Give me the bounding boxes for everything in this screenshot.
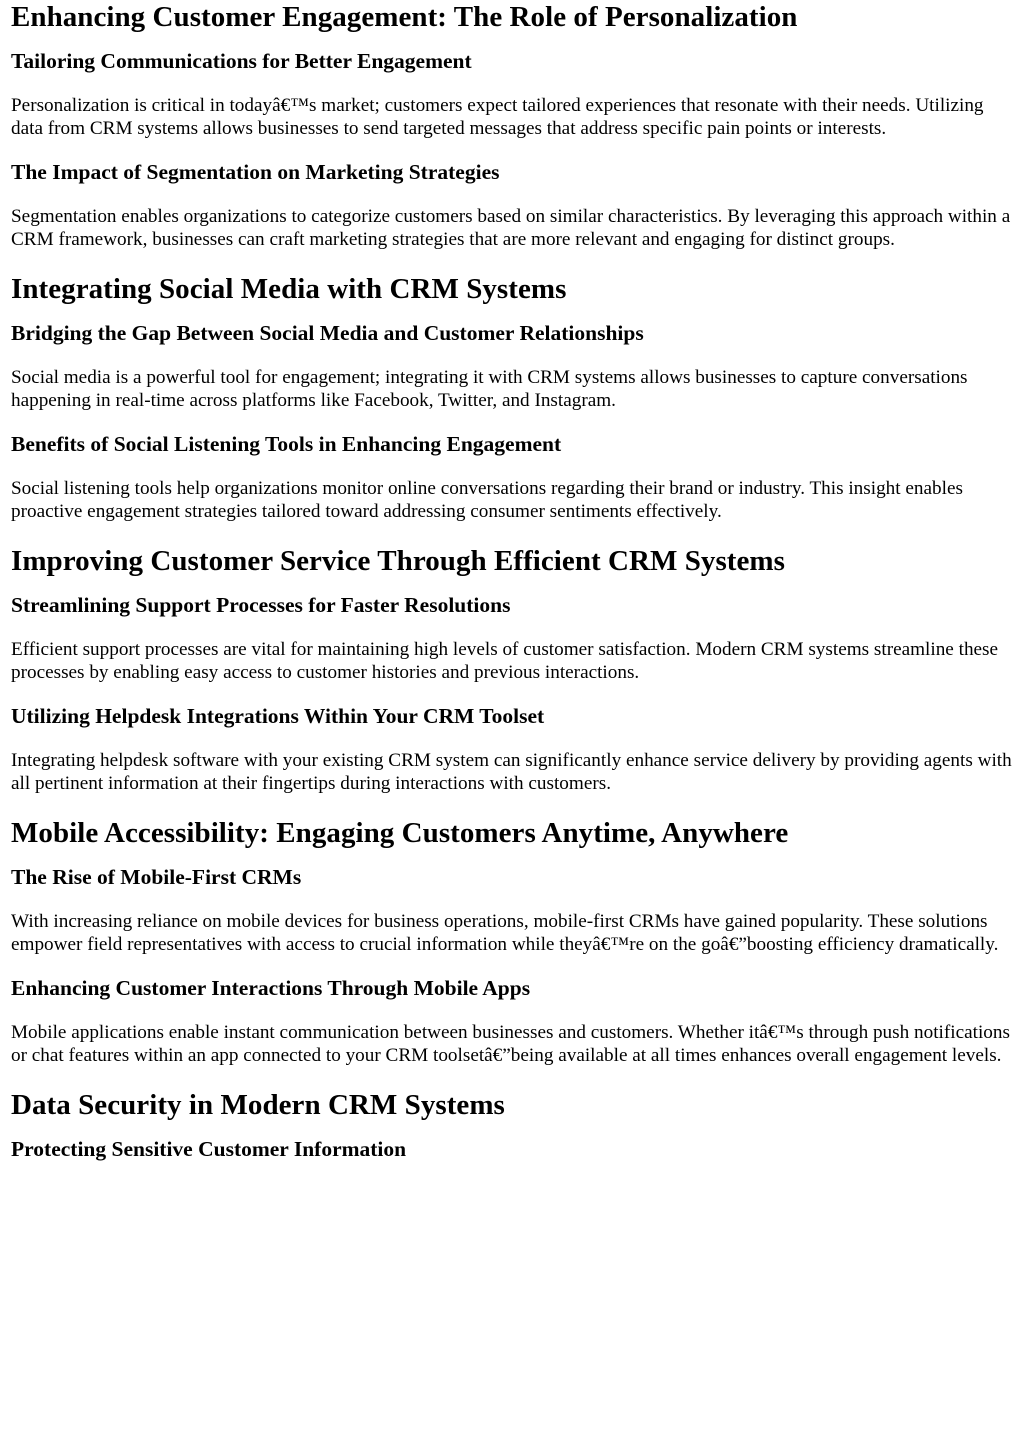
subsection-heading: Protecting Sensitive Customer Information — [11, 1137, 407, 1161]
paragraph: Efficient support processes are vital for maintaining high levels of customer satisfaction. Modern CRM systems streamline these processes by enabling easy access to customer histories and previous interactions. — [11, 639, 999, 683]
section-mobile-accessibility — [11, 816, 1013, 1067]
section-heading: Data Security in Modern CRM Systems — [11, 1089, 505, 1121]
paragraph: Social listening tools help organizations monitor online conversations regarding their brand or industry. This insight enables proactive engagement strategies tailored toward addressing consumer sentiments effectively. — [11, 478, 963, 522]
section-data-security — [11, 1088, 1013, 1162]
paragraph: Personalization is critical in todayâ€™s market; customers expect tailored experiences that resonate with their needs. Utilizing data from CRM systems allows businesses to send targeted messages that address specific pain points or interests. — [11, 95, 984, 139]
subsection-heading: Tailoring Communications for Better Engagement — [11, 49, 472, 73]
section-heading: Improving Customer Service Through Efficient CRM Systems — [11, 545, 785, 577]
subsection-heading: Streamlining Support Processes for Faster Resolutions — [11, 593, 511, 617]
paragraph: Segmentation enables organizations to categorize customers based on similar characteristics. By leveraging this approach within a CRM framework, businesses can craft marketing strategies that are more relevant and engaging for distinct groups. — [11, 206, 1011, 250]
subsection-heading: Benefits of Social Listening Tools in Enhancing Engagement — [11, 432, 562, 456]
section-heading: Enhancing Customer Engagement: The Role of Personalization — [11, 1, 798, 33]
subsection-heading: Bridging the Gap Between Social Media and Customer Relationships — [11, 321, 644, 345]
section-social-media — [11, 272, 1013, 523]
subsection-heading: The Impact of Segmentation on Marketing Strategies — [11, 160, 500, 184]
subsection-heading: The Rise of Mobile-First CRMs — [11, 865, 302, 889]
section-personalization — [11, 0, 1013, 251]
subsection-heading: Enhancing Customer Interactions Through Mobile Apps — [11, 976, 531, 1000]
paragraph: Mobile applications enable instant communication between businesses and customers. Whether itâ€™s through push notifications or chat features within an app connected to your CRM toolsetâ€”being available at all times enhances overall engagement levels. — [11, 1022, 1010, 1066]
paragraph: Social media is a powerful tool for engagement; integrating it with CRM systems allows businesses to capture conversations happening in real-time across platforms like Facebook, Twitter, and Instagram. — [11, 367, 968, 411]
paragraph: Integrating helpdesk software with your existing CRM system can significantly enhance service delivery by providing agents with all pertinent information at their fingertips during interactions with customers. — [11, 750, 1012, 794]
section-customer-service — [11, 544, 1013, 795]
paragraph: With increasing reliance on mobile devices for business operations, mobile-first CRMs have gained popularity. These solutions empower field representatives with access to crucial information while theyâ€™re on the goâ€”boosting efficiency dramatically. — [11, 911, 999, 955]
subsection-heading: Utilizing Helpdesk Integrations Within Your CRM Toolset — [11, 704, 545, 728]
section-heading: Mobile Accessibility: Engaging Customers Anytime, Anywhere — [11, 817, 789, 849]
section-heading: Integrating Social Media with CRM Systems — [11, 273, 567, 305]
